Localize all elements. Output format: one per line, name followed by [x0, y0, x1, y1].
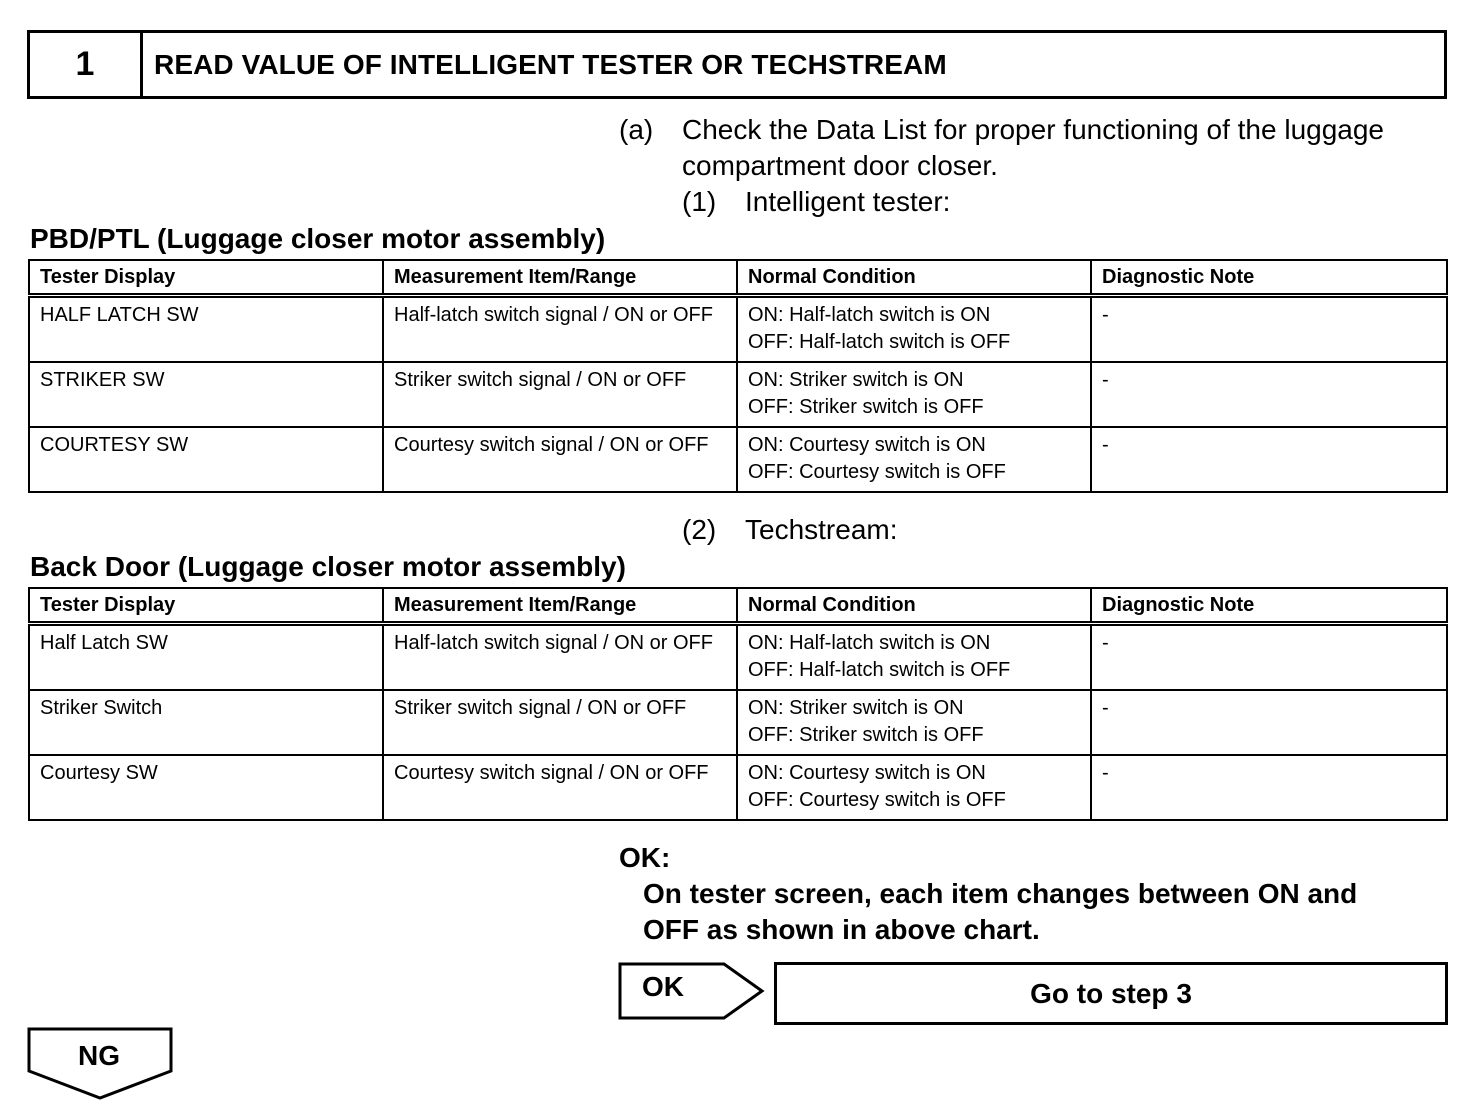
step-title: READ VALUE OF INTELLIGENT TESTER OR TECHSTREAM — [154, 48, 947, 80]
ok-heading: OK: — [619, 842, 671, 873]
tester-display-cell: HALF LATCH SW — [29, 296, 383, 363]
table-row — [29, 624, 1447, 691]
normal-off: OFF: Striker switch is OFF — [748, 396, 984, 418]
data-list-table-pbd-ptl — [28, 259, 1448, 493]
measurement-cell: Half-latch switch signal / ON or OFF — [383, 624, 737, 691]
normal-off: OFF: Half-latch switch is OFF — [748, 659, 1011, 681]
table-header-row — [29, 260, 1447, 296]
normal-condition-cell — [737, 362, 1091, 427]
instruction-sub2 — [682, 512, 1082, 548]
tester-display-cell: Half Latch SW — [29, 624, 383, 691]
ok-description — [643, 876, 1443, 948]
normal-on: ON: Half-latch switch is ON — [748, 304, 991, 326]
instruction-a-line1: Check the Data List for proper functioning of the luggage — [682, 114, 1384, 145]
data-list-table-back-door — [28, 587, 1448, 821]
ng-arrow-label: NG — [78, 1040, 120, 1071]
table-row — [29, 427, 1447, 492]
instruction-a-line2: compartment door closer. — [682, 150, 998, 181]
normal-condition-cell — [737, 624, 1091, 691]
column-header: Measurement Item/Range — [383, 260, 737, 296]
tester-display-cell: COURTESY SW — [29, 427, 383, 492]
normal-on: ON: Half-latch switch is ON — [748, 632, 991, 654]
normal-on: ON: Courtesy switch is ON — [748, 434, 986, 456]
column-header: Diagnostic Note — [1091, 260, 1447, 296]
normal-condition-cell — [737, 296, 1091, 363]
table-row — [29, 690, 1447, 755]
diagnostic-note-cell: - — [1091, 427, 1447, 492]
instruction-a — [619, 112, 1449, 192]
diagnostic-note-cell: - — [1091, 755, 1447, 820]
goto-step-button[interactable]: Go to step 3 — [774, 962, 1448, 1025]
table-row — [29, 755, 1447, 820]
measurement-cell: Courtesy switch signal / ON or OFF — [383, 755, 737, 820]
measurement-cell: Striker switch signal / ON or OFF — [383, 362, 737, 427]
table-row — [29, 362, 1447, 427]
ok-arrow[interactable] — [618, 962, 768, 1020]
column-header: Tester Display — [29, 260, 383, 296]
step-header — [27, 30, 1447, 99]
table-header-row — [29, 588, 1447, 624]
normal-condition-cell — [737, 690, 1091, 755]
table2-title: Back Door (Luggage closer motor assembly) — [30, 551, 626, 582]
diagnostic-note-cell: - — [1091, 296, 1447, 363]
normal-on: ON: Striker switch is ON — [748, 369, 964, 391]
normal-on: ON: Courtesy switch is ON — [748, 762, 986, 784]
column-header: Normal Condition — [737, 260, 1091, 296]
ok-arrow-label: OK — [642, 971, 684, 1002]
ok-description-line1: On tester screen, each item changes between ON and — [643, 878, 1358, 909]
column-header: Normal Condition — [737, 588, 1091, 624]
normal-off: OFF: Courtesy switch is OFF — [748, 461, 1006, 483]
table1-title: PBD/PTL (Luggage closer motor assembly) — [30, 223, 606, 254]
normal-off: OFF: Courtesy switch is OFF — [748, 789, 1006, 811]
normal-condition-cell — [737, 755, 1091, 820]
diagnostic-note-cell: - — [1091, 362, 1447, 427]
instruction-sub1-text: Intelligent tester: — [745, 186, 951, 217]
measurement-cell: Half-latch switch signal / ON or OFF — [383, 296, 737, 363]
measurement-cell: Courtesy switch signal / ON or OFF — [383, 427, 737, 492]
instruction-sub2-label: (2) — [682, 514, 717, 545]
instruction-sub2-text: Techstream: — [745, 514, 898, 545]
normal-condition-cell — [737, 427, 1091, 492]
table-row — [29, 296, 1447, 363]
ng-arrow[interactable] — [27, 1027, 175, 1101]
tester-display-cell: Courtesy SW — [29, 755, 383, 820]
instruction-a-label: (a) — [619, 114, 654, 145]
column-header: Diagnostic Note — [1091, 588, 1447, 624]
instruction-sub1 — [682, 184, 1082, 220]
tester-display-cell: Striker Switch — [29, 690, 383, 755]
ok-description-line2: OFF as shown in above chart. — [643, 914, 1040, 945]
normal-off: OFF: Striker switch is OFF — [748, 724, 984, 746]
diagnostic-note-cell: - — [1091, 690, 1447, 755]
diagnostic-note-cell: - — [1091, 624, 1447, 691]
column-header: Measurement Item/Range — [383, 588, 737, 624]
measurement-cell: Striker switch signal / ON or OFF — [383, 690, 737, 755]
normal-on: ON: Striker switch is ON — [748, 697, 964, 719]
normal-off: OFF: Half-latch switch is OFF — [748, 331, 1011, 353]
step-number: 1 — [30, 33, 143, 96]
column-header: Tester Display — [29, 588, 383, 624]
ok-arrow-shape — [618, 962, 768, 1020]
tester-display-cell: STRIKER SW — [29, 362, 383, 427]
instruction-sub1-label: (1) — [682, 186, 717, 217]
